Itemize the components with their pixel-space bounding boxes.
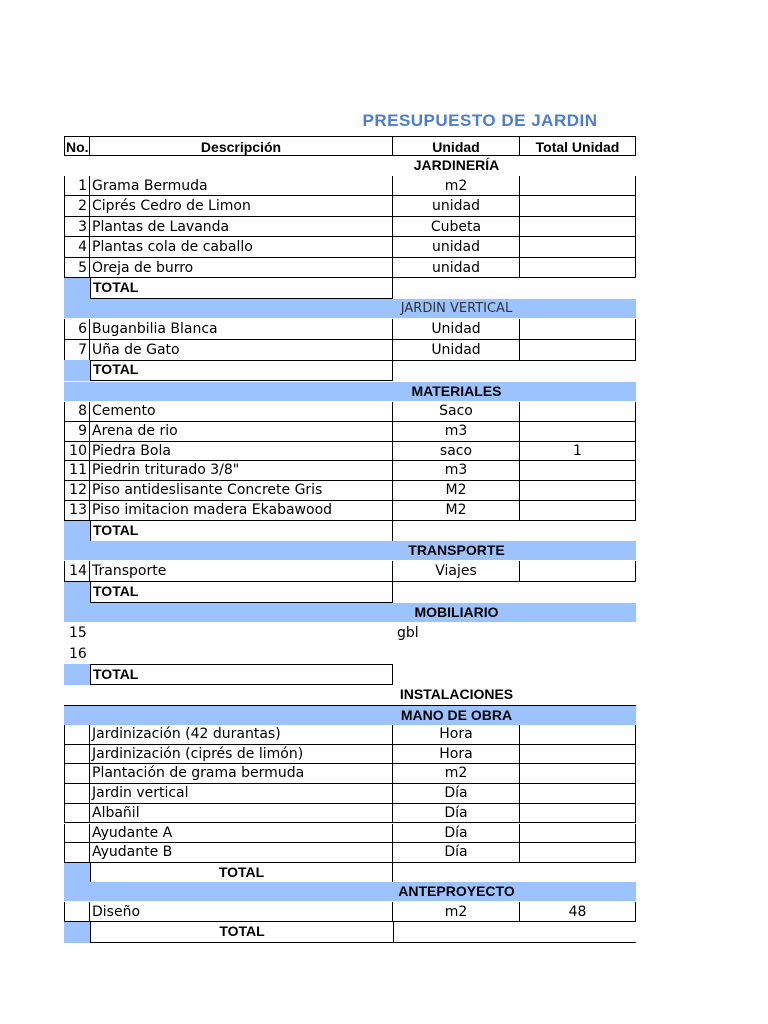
- cell-unidad: unidad: [393, 237, 520, 257]
- cell-unidad: unidad: [393, 258, 520, 278]
- table-row: [64, 725, 636, 745]
- cell-unidad: m2: [393, 764, 520, 784]
- cell-total-unidad: [520, 196, 636, 216]
- cell-descripcion: Arena de rio: [90, 422, 393, 442]
- cell-descripcion: Piso imitacion madera Ekabawood: [90, 501, 393, 521]
- cell-total-unidad: [520, 725, 636, 745]
- cell-unidad: saco: [393, 442, 520, 462]
- cell-no: 9: [64, 422, 90, 442]
- cell-descripcion: Jardin vertical: [90, 784, 393, 804]
- table-row: [64, 784, 636, 804]
- cell-no: 12: [64, 481, 90, 501]
- total-label: TOTAL: [90, 278, 393, 299]
- cell-unidad: m3: [393, 422, 520, 442]
- total-label: TOTAL: [90, 582, 393, 603]
- cell-total-unidad: 48: [520, 902, 636, 922]
- table-row: [64, 644, 636, 665]
- cell-unidad: M2: [393, 501, 520, 521]
- table-row: [64, 764, 636, 784]
- table-row: [64, 561, 636, 582]
- table-row: [64, 804, 636, 824]
- total-label: TOTAL: [90, 922, 393, 943]
- table-row: [64, 196, 636, 216]
- cell-descripcion: Jardinización (ciprés de limón): [90, 745, 393, 765]
- total-row-mobiliario: [64, 664, 636, 685]
- total-row-mano-de-obra: [64, 863, 636, 884]
- cell-descripcion: Ayudante A: [90, 824, 393, 844]
- cell-no: 2: [64, 196, 90, 216]
- cell-unidad: Unidad: [393, 340, 520, 361]
- header-descripcion: Descripción: [90, 136, 393, 156]
- cell-unidad: Día: [393, 804, 520, 824]
- table-row: [64, 258, 636, 278]
- cell-no: [64, 824, 90, 844]
- cell-no: 7: [64, 340, 90, 361]
- table-row: [64, 319, 636, 340]
- cell-descripcion: Plantas de Lavanda: [90, 217, 393, 237]
- cell-total-unidad: [520, 501, 636, 521]
- cell-descripcion: Cemento: [90, 402, 393, 422]
- total-label: TOTAL: [90, 863, 393, 884]
- cell-descripcion: Piedrin triturado 3/8": [90, 461, 393, 481]
- section-jardin-vertical: JARDIN VERTICAL: [64, 299, 636, 318]
- header-no: No.: [64, 136, 90, 156]
- table-row: [64, 237, 636, 257]
- cell-unidad: [393, 644, 520, 665]
- cell-total-unidad: [520, 824, 636, 844]
- cell-descripcion: Piso antideslisante Concrete Gris: [90, 481, 393, 501]
- total-label: TOTAL: [90, 521, 393, 542]
- header-unidad: Unidad: [393, 136, 520, 156]
- cell-unidad: Viajes: [393, 561, 520, 582]
- table-row: [64, 176, 636, 196]
- cell-unidad: Día: [393, 843, 520, 863]
- cell-unidad: unidad: [393, 196, 520, 216]
- cell-total-unidad: [520, 461, 636, 481]
- cell-no: [64, 784, 90, 804]
- cell-no: [64, 745, 90, 765]
- section-mobiliario: MOBILIARIO: [64, 603, 636, 622]
- cell-unidad: gbl: [397, 625, 419, 641]
- section-materiales: MATERIALES: [64, 382, 636, 401]
- cell-no: 10: [64, 442, 90, 462]
- table-row: [64, 902, 636, 922]
- cell-total-unidad: [520, 402, 636, 422]
- cell-total-unidad: [520, 217, 636, 237]
- header-total-unidad: Total Unidad: [520, 136, 636, 156]
- section-anteproyecto: ANTEPROYECTO: [64, 882, 636, 901]
- table-row: [64, 501, 636, 521]
- section-jardineria: JARDINERÍA: [413, 157, 500, 173]
- table-row: [64, 402, 636, 422]
- table-row: [64, 340, 636, 361]
- cell-descripcion: Transporte: [90, 561, 393, 582]
- cell-no: 4: [64, 237, 90, 257]
- cell-descripcion: Ayudante B: [90, 843, 393, 863]
- cell-total-unidad: [520, 843, 636, 863]
- cell-unidad: M2: [393, 481, 520, 501]
- cell-descripcion: Plantación de grama bermuda: [90, 764, 393, 784]
- table-row: [64, 481, 636, 501]
- table-row: [64, 461, 636, 481]
- page-title: PRESUPUESTO DE JARDIN: [362, 111, 598, 130]
- cell-no: 1: [64, 176, 90, 196]
- cell-total-unidad: [520, 784, 636, 804]
- cell-total-unidad: [520, 176, 636, 196]
- cell-unidad: Día: [393, 824, 520, 844]
- section-instalaciones: INSTALACIONES: [399, 686, 514, 702]
- total-row-anteproyecto: [64, 922, 636, 943]
- cell-no: [64, 902, 90, 922]
- cell-no: 15: [69, 625, 87, 641]
- cell-descripcion: Piedra Bola: [90, 442, 393, 462]
- cell-no: 3: [64, 217, 90, 237]
- cell-descripcion: Uña de Gato: [90, 340, 393, 361]
- cell-unidad: m2: [393, 176, 520, 196]
- cell-no: [64, 843, 90, 863]
- cell-descripcion: Diseño: [90, 902, 393, 922]
- total-label: TOTAL: [90, 664, 393, 685]
- table-row: [64, 843, 636, 863]
- cell-descripcion: Plantas cola de caballo: [90, 237, 393, 257]
- cell-descripcion: Ciprés Cedro de Limon: [90, 196, 393, 216]
- cell-total-unidad: [520, 258, 636, 278]
- total-row-vertical: [64, 360, 636, 381]
- cell-unidad: Hora: [393, 725, 520, 745]
- cell-no: 5: [64, 258, 90, 278]
- cell-total-unidad: 1: [520, 442, 636, 462]
- cell-descripcion: Albañil: [90, 804, 393, 824]
- cell-unidad: Saco: [393, 402, 520, 422]
- cell-total-unidad: [520, 745, 636, 765]
- cell-no: 11: [64, 461, 90, 481]
- total-row-materiales: [64, 521, 636, 542]
- cell-descripcion: [90, 623, 393, 644]
- cell-total-unidad: [520, 804, 636, 824]
- table-row: [64, 442, 636, 462]
- cell-unidad: m2: [393, 902, 520, 922]
- cell-no: 8: [64, 402, 90, 422]
- cell-total-unidad: [520, 481, 636, 501]
- section-transporte: TRANSPORTE: [64, 541, 636, 560]
- cell-no: 6: [64, 319, 90, 340]
- cell-descripcion: Grama Bermuda: [90, 176, 393, 196]
- cell-total-unidad: [520, 237, 636, 257]
- cell-unidad: Hora: [393, 745, 520, 765]
- table-row: [64, 745, 636, 765]
- cell-total-unidad: [520, 644, 636, 665]
- cell-total-unidad: [520, 422, 636, 442]
- cell-total-unidad: [520, 623, 636, 644]
- cell-no: 13: [64, 501, 90, 521]
- cell-unidad: Día: [393, 784, 520, 804]
- cell-descripcion: Jardinización (42 durantas): [90, 725, 393, 745]
- cell-descripcion: Buganbilia Blanca: [90, 319, 393, 340]
- cell-no: 16: [69, 645, 87, 662]
- total-label: TOTAL: [90, 360, 393, 381]
- section-mano-de-obra: MANO DE OBRA: [64, 705, 636, 725]
- cell-descripcion: [90, 644, 393, 665]
- cell-total-unidad: [520, 764, 636, 784]
- total-row-transporte: [64, 582, 636, 603]
- table-row: [64, 824, 636, 844]
- table-row: [64, 422, 636, 442]
- cell-unidad: m3: [393, 461, 520, 481]
- table-row: [64, 623, 636, 644]
- cell-no: [64, 764, 90, 784]
- cell-total-unidad: [520, 340, 636, 361]
- cell-total-unidad: [520, 319, 636, 340]
- cell-descripcion: Oreja de burro: [90, 258, 393, 278]
- cell-unidad: Unidad: [393, 319, 520, 340]
- cell-no: [64, 804, 90, 824]
- cell-unidad: Cubeta: [393, 217, 520, 237]
- table-row: [64, 217, 636, 237]
- cell-total-unidad: [520, 561, 636, 582]
- cell-no: 14: [64, 561, 90, 582]
- budget-table: [64, 0, 636, 1024]
- cell-no: [64, 725, 90, 745]
- total-row-jardineria: [64, 278, 636, 299]
- header-row: [64, 136, 636, 156]
